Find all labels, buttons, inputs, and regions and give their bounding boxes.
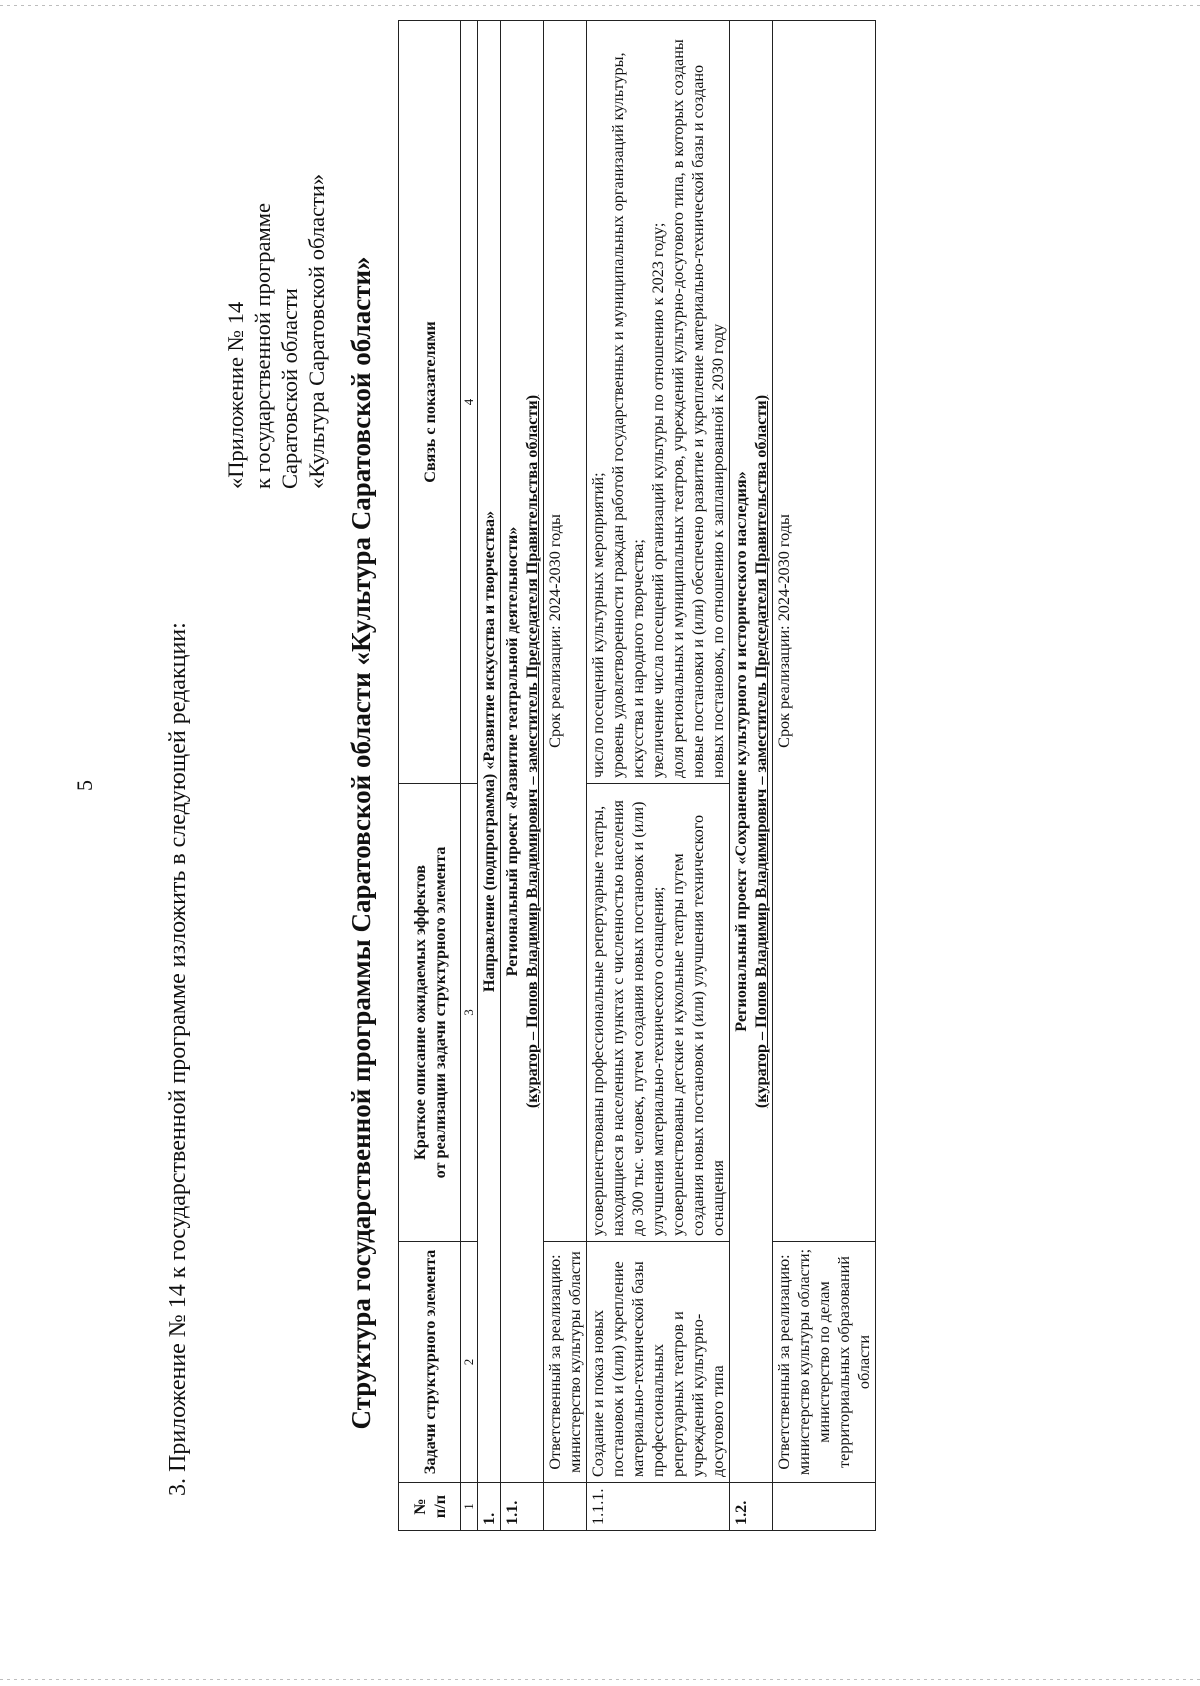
task-indicators: число посещений культурных мероприятий; уровень удовлетворенности граждан работой государственных и муниципальных организаций культуры, искусства и народного творчества; увеличение числа посещений организаций культуры по отношению к 2023 году; доля региональных и муниципальных театров, учреждений культурно-досугового типа, в которых созданы новые постановки и (или) обеспечено развитие и укрепление материально-технической базы и создано новых постановок, по отношению к запланированной к 2030 году	[587, 21, 730, 784]
empty-cell	[544, 1483, 587, 1531]
scan-edge-line	[0, 1679, 1200, 1680]
project-num: 1.2.	[730, 1483, 773, 1531]
appendix-header	[222, 174, 330, 489]
responsible-cell: Ответственный за реализацию: министерство культуры области	[544, 1242, 587, 1483]
appendix-line: «Приложение № 14	[223, 301, 248, 489]
col-number: 3	[461, 784, 478, 1242]
header-effects: Кратко​е описание ожидаемых эффектов от реализации задачи структурного элемента	[399, 784, 461, 1242]
appendix-line: «Культура Саратовской области»	[304, 173, 329, 489]
period-cell: Срок реализации: 2024-2030 годы	[544, 21, 587, 1242]
structure-table	[398, 20, 876, 1531]
task-num: 1.1.1.	[587, 1483, 730, 1531]
project-curator: (куратор – Попов Владимир Владимирович – заместитель Председателя Правительства области)	[523, 394, 541, 1109]
intro-line: 3. Приложение № 14 к государственной программе изложить в следующей редакции:	[165, 622, 191, 1496]
project-title: Региональный проект «Сохранение культурного и исторического наследия»	[732, 471, 750, 1032]
task-effects: усовершенствованы профессиональные репертуарные театры, находящиеся в населенных пунктах с численностью населения до 300 тыс. человек, путем создания новых постановок и (или) улучшения материально-технического оснащения; усовершенствованы детские и кукольные театры путем создания новых постановок и (или) улучшения технического оснащения	[587, 784, 730, 1242]
page-number: 5	[72, 780, 97, 791]
table-header-row	[399, 21, 461, 1531]
header-indicators: Связь с показателями	[399, 21, 461, 784]
project-header	[730, 21, 773, 1483]
project-header	[501, 21, 544, 1483]
task-row	[587, 21, 730, 1531]
period-cell: Срок реализации: 2024-2030 годы	[773, 21, 876, 1242]
responsible-row	[773, 21, 876, 1531]
direction-title: Направление (подпрограмма) «Развитие искусства и творчества»	[478, 21, 501, 1483]
project-row	[730, 21, 773, 1531]
project-row	[501, 21, 544, 1531]
col-number: 2	[461, 1242, 478, 1483]
document-title: Структура государственной программы Саратовской области «Культура Саратовской области»	[346, 256, 376, 1430]
appendix-line: к государственной программе	[250, 202, 275, 489]
col-number: 1	[461, 1483, 478, 1531]
empty-cell	[773, 1483, 876, 1531]
responsible-row	[544, 21, 587, 1531]
header-tasks: Задачи структурного элемента	[399, 1242, 461, 1483]
project-num: 1.1.	[501, 1483, 544, 1531]
scan-edge-line	[0, 5, 1200, 6]
project-curator: (куратор – Попов Владимир Владимирович – заместитель Председателя Правительства области)	[752, 394, 770, 1109]
direction-row	[478, 21, 501, 1531]
project-title: Региональный проект «Развитие театральной деятельности»	[503, 526, 521, 977]
direction-num: 1.	[478, 1483, 501, 1531]
header-num: № п/п	[399, 1483, 461, 1531]
col-number: 4	[461, 21, 478, 784]
appendix-line: Саратовской области	[277, 288, 302, 489]
column-number-row	[461, 21, 478, 1531]
task-text: Создание и показ новых постановок и (или) укрепление материально-технической базы профессиональных репертуарных театров и учреждений культурно-досугового типа	[587, 1242, 730, 1483]
responsible-cell: Ответственный за реализацию: министерство культуры области; министерство по делам территориальных образований области	[773, 1242, 876, 1483]
